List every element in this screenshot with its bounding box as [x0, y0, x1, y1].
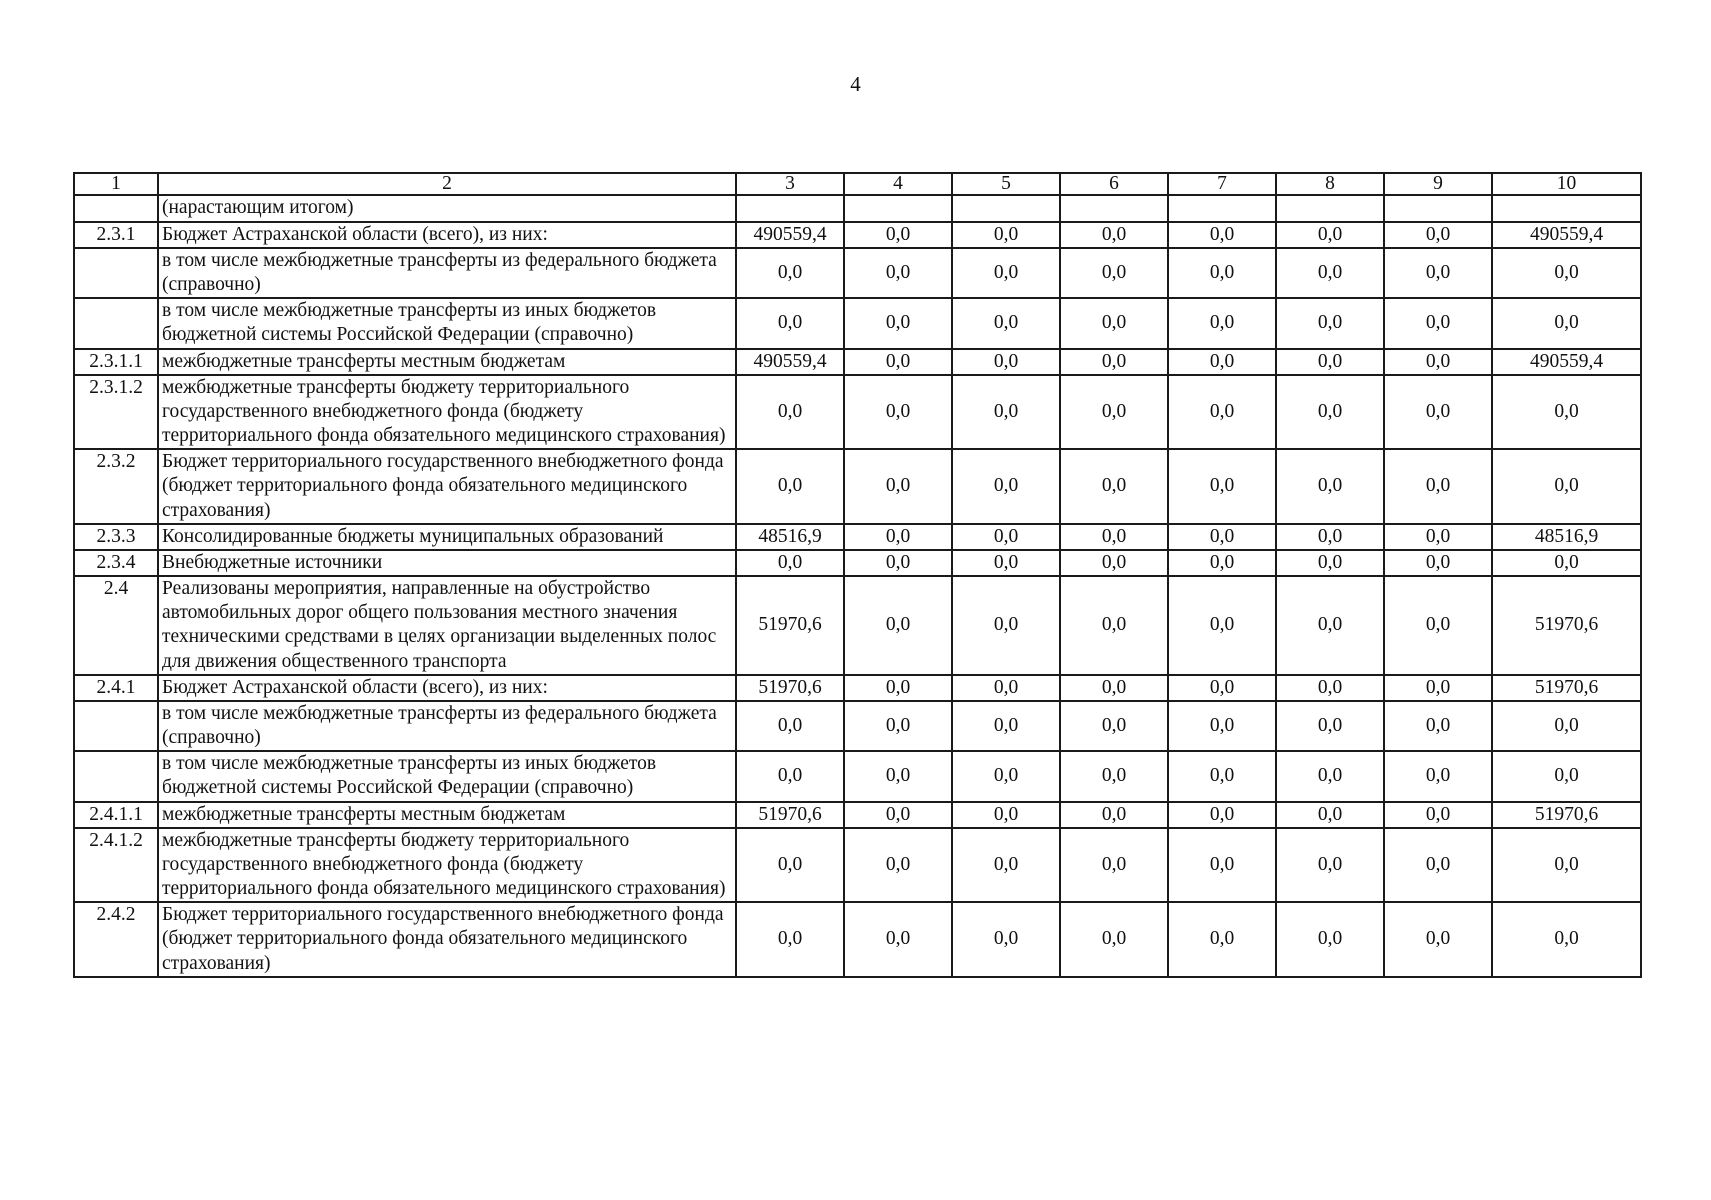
- value-cell-col-8: 0,0: [1276, 802, 1384, 828]
- row-name-cell: (нарастающим итогом): [158, 195, 736, 221]
- row-code-cell: [74, 195, 158, 221]
- value-cell-col-8: 0,0: [1276, 751, 1384, 801]
- value-cell-col-10: 490559,4: [1492, 349, 1641, 375]
- table-row: [74, 751, 1641, 801]
- value-cell-col-9: 0,0: [1384, 248, 1492, 298]
- value-cell-col-10: 0,0: [1492, 550, 1641, 576]
- value-cell-col-3: 51970,6: [736, 802, 844, 828]
- row-code-cell: 2.3.1.1: [74, 349, 158, 375]
- value-cell-col-5: 0,0: [952, 524, 1060, 550]
- value-cell-col-4: 0,0: [844, 248, 952, 298]
- value-cell-col-5: 0,0: [952, 701, 1060, 751]
- value-cell-col-6: 0,0: [1060, 675, 1168, 701]
- value-cell-col-5: 0,0: [952, 449, 1060, 524]
- value-cell-col-4: 0,0: [844, 222, 952, 248]
- value-cell-col-7: 0,0: [1168, 248, 1276, 298]
- value-cell-col-6: 0,0: [1060, 298, 1168, 348]
- row-name-cell: Бюджет территориального государственного внебюджетного фонда (бюджет территориального фонда обязательного медицинского страхования): [158, 902, 736, 977]
- value-cell-col-4: 0,0: [844, 550, 952, 576]
- row-name-cell: Консолидированные бюджеты муниципальных образований: [158, 524, 736, 550]
- table-row: [74, 449, 1641, 524]
- value-cell-col-3: 0,0: [736, 902, 844, 977]
- value-cell-col-9: 0,0: [1384, 449, 1492, 524]
- value-cell-col-5: 0,0: [952, 751, 1060, 801]
- row-code-cell: 2.3.3: [74, 524, 158, 550]
- value-cell-col-9: 0,0: [1384, 524, 1492, 550]
- table-row: [74, 902, 1641, 977]
- row-code-cell: [74, 248, 158, 298]
- value-cell-col-7: 0,0: [1168, 751, 1276, 801]
- value-cell-col-4: 0,0: [844, 802, 952, 828]
- column-number-cell: 6: [1060, 173, 1168, 195]
- value-cell-col-7: 0,0: [1168, 902, 1276, 977]
- value-cell-col-5: 0,0: [952, 828, 1060, 903]
- row-code-cell: [74, 298, 158, 348]
- value-cell-col-9: 0,0: [1384, 375, 1492, 450]
- value-cell-col-7: 0,0: [1168, 576, 1276, 675]
- row-name-cell: межбюджетные трансферты бюджету территориального государственного внебюджетного фонда (бюджету территориального фонда обязательного медицинского страхования): [158, 828, 736, 903]
- column-number-cell: 9: [1384, 173, 1492, 195]
- value-cell-col-3: 0,0: [736, 375, 844, 450]
- table-row: [74, 576, 1641, 675]
- value-cell-col-6: 0,0: [1060, 550, 1168, 576]
- value-cell-col-4: 0,0: [844, 375, 952, 450]
- column-number-cell: 4: [844, 173, 952, 195]
- column-number-cell: 8: [1276, 173, 1384, 195]
- value-cell-col-5: 0,0: [952, 802, 1060, 828]
- value-cell-col-4: 0,0: [844, 828, 952, 903]
- value-cell-col-9: 0,0: [1384, 828, 1492, 903]
- value-cell-col-3: 490559,4: [736, 222, 844, 248]
- row-name-cell: Бюджет территориального государственного внебюджетного фонда (бюджет территориального фонда обязательного медицинского страхования): [158, 449, 736, 524]
- value-cell-col-6: 0,0: [1060, 828, 1168, 903]
- value-cell-col-4: 0,0: [844, 576, 952, 675]
- value-cell-col-3: 0,0: [736, 298, 844, 348]
- row-name-cell: Внебюджетные источники: [158, 550, 736, 576]
- column-number-cell: 7: [1168, 173, 1276, 195]
- value-cell-col-5: 0,0: [952, 222, 1060, 248]
- row-code-cell: 2.4: [74, 576, 158, 675]
- value-cell-col-6: 0,0: [1060, 222, 1168, 248]
- value-cell-col-10: 0,0: [1492, 902, 1641, 977]
- value-cell-col-5: 0,0: [952, 550, 1060, 576]
- column-number-cell: 1: [74, 173, 158, 195]
- value-cell-col-4: 0,0: [844, 675, 952, 701]
- value-cell-col-6: [1060, 195, 1168, 221]
- table-row: [74, 802, 1641, 828]
- value-cell-col-5: 0,0: [952, 675, 1060, 701]
- row-code-cell: 2.3.1.2: [74, 375, 158, 450]
- value-cell-col-10: 51970,6: [1492, 802, 1641, 828]
- value-cell-col-5: 0,0: [952, 248, 1060, 298]
- value-cell-col-3: 48516,9: [736, 524, 844, 550]
- value-cell-col-4: [844, 195, 952, 221]
- value-cell-col-10: 0,0: [1492, 701, 1641, 751]
- value-cell-col-8: 0,0: [1276, 449, 1384, 524]
- value-cell-col-8: 0,0: [1276, 550, 1384, 576]
- budget-table: [73, 172, 1642, 978]
- row-code-cell: 2.4.1.1: [74, 802, 158, 828]
- value-cell-col-4: 0,0: [844, 449, 952, 524]
- value-cell-col-3: 51970,6: [736, 576, 844, 675]
- value-cell-col-10: 490559,4: [1492, 222, 1641, 248]
- column-number-cell: 10: [1492, 173, 1641, 195]
- table-row: [74, 701, 1641, 751]
- value-cell-col-6: 0,0: [1060, 576, 1168, 675]
- value-cell-col-7: 0,0: [1168, 524, 1276, 550]
- value-cell-col-9: 0,0: [1384, 802, 1492, 828]
- row-code-cell: [74, 751, 158, 801]
- value-cell-col-5: 0,0: [952, 576, 1060, 675]
- table-row: [74, 248, 1641, 298]
- value-cell-col-9: 0,0: [1384, 701, 1492, 751]
- value-cell-col-9: 0,0: [1384, 902, 1492, 977]
- value-cell-col-6: 0,0: [1060, 349, 1168, 375]
- row-name-cell: в том числе межбюджетные трансферты из иных бюджетов бюджетной системы Российской Федерации (справочно): [158, 751, 736, 801]
- value-cell-col-7: 0,0: [1168, 550, 1276, 576]
- column-number-row: [74, 173, 1641, 195]
- value-cell-col-6: 0,0: [1060, 524, 1168, 550]
- row-code-cell: 2.4.2: [74, 902, 158, 977]
- row-code-cell: 2.3.4: [74, 550, 158, 576]
- row-name-cell: в том числе межбюджетные трансферты из федерального бюджета (справочно): [158, 701, 736, 751]
- table-row: [74, 675, 1641, 701]
- value-cell-col-4: 0,0: [844, 701, 952, 751]
- value-cell-col-7: 0,0: [1168, 802, 1276, 828]
- table-row: [74, 349, 1641, 375]
- value-cell-col-8: 0,0: [1276, 349, 1384, 375]
- row-name-cell: межбюджетные трансферты местным бюджетам: [158, 802, 736, 828]
- value-cell-col-6: 0,0: [1060, 902, 1168, 977]
- value-cell-col-9: 0,0: [1384, 751, 1492, 801]
- value-cell-col-9: 0,0: [1384, 576, 1492, 675]
- value-cell-col-4: 0,0: [844, 298, 952, 348]
- value-cell-col-10: 0,0: [1492, 298, 1641, 348]
- value-cell-col-6: 0,0: [1060, 751, 1168, 801]
- value-cell-col-10: 0,0: [1492, 828, 1641, 903]
- value-cell-col-6: 0,0: [1060, 701, 1168, 751]
- value-cell-col-3: 0,0: [736, 449, 844, 524]
- value-cell-col-9: [1384, 195, 1492, 221]
- value-cell-col-7: 0,0: [1168, 449, 1276, 524]
- value-cell-col-8: 0,0: [1276, 902, 1384, 977]
- value-cell-col-10: 0,0: [1492, 449, 1641, 524]
- row-code-cell: [74, 701, 158, 751]
- value-cell-col-3: 490559,4: [736, 349, 844, 375]
- page-number: 4: [850, 72, 861, 96]
- row-name-cell: в том числе межбюджетные трансферты из федерального бюджета (справочно): [158, 248, 736, 298]
- table-row: [74, 375, 1641, 450]
- column-number-cell: 5: [952, 173, 1060, 195]
- value-cell-col-10: 0,0: [1492, 248, 1641, 298]
- row-name-cell: Бюджет Астраханской области (всего), из них:: [158, 222, 736, 248]
- value-cell-col-3: [736, 195, 844, 221]
- row-name-cell: межбюджетные трансферты бюджету территориального государственного внебюджетного фонда (бюджету территориального фонда обязательного медицинского страхования): [158, 375, 736, 450]
- value-cell-col-8: 0,0: [1276, 222, 1384, 248]
- value-cell-col-3: 0,0: [736, 828, 844, 903]
- row-code-cell: 2.3.1: [74, 222, 158, 248]
- row-name-cell: межбюджетные трансферты местным бюджетам: [158, 349, 736, 375]
- column-number-cell: 3: [736, 173, 844, 195]
- value-cell-col-5: 0,0: [952, 349, 1060, 375]
- value-cell-col-3: 0,0: [736, 248, 844, 298]
- value-cell-col-3: 0,0: [736, 751, 844, 801]
- value-cell-col-7: 0,0: [1168, 701, 1276, 751]
- value-cell-col-5: 0,0: [952, 375, 1060, 450]
- value-cell-col-8: 0,0: [1276, 675, 1384, 701]
- table-row: [74, 195, 1641, 221]
- table-row: [74, 524, 1641, 550]
- value-cell-col-7: 0,0: [1168, 222, 1276, 248]
- value-cell-col-8: 0,0: [1276, 248, 1384, 298]
- value-cell-col-6: 0,0: [1060, 375, 1168, 450]
- value-cell-col-10: [1492, 195, 1641, 221]
- value-cell-col-8: 0,0: [1276, 298, 1384, 348]
- value-cell-col-5: [952, 195, 1060, 221]
- value-cell-col-10: 51970,6: [1492, 576, 1641, 675]
- value-cell-col-4: 0,0: [844, 751, 952, 801]
- row-code-cell: 2.4.1: [74, 675, 158, 701]
- column-number-cell: 2: [158, 173, 736, 195]
- value-cell-col-8: 0,0: [1276, 524, 1384, 550]
- value-cell-col-10: 48516,9: [1492, 524, 1641, 550]
- value-cell-col-7: 0,0: [1168, 349, 1276, 375]
- value-cell-col-10: 0,0: [1492, 751, 1641, 801]
- value-cell-col-6: 0,0: [1060, 802, 1168, 828]
- value-cell-col-8: [1276, 195, 1384, 221]
- value-cell-col-9: 0,0: [1384, 298, 1492, 348]
- value-cell-col-4: 0,0: [844, 349, 952, 375]
- value-cell-col-8: 0,0: [1276, 375, 1384, 450]
- value-cell-col-7: 0,0: [1168, 675, 1276, 701]
- value-cell-col-6: 0,0: [1060, 248, 1168, 298]
- row-name-cell: в том числе межбюджетные трансферты из иных бюджетов бюджетной системы Российской Федерации (справочно): [158, 298, 736, 348]
- value-cell-col-9: 0,0: [1384, 550, 1492, 576]
- value-cell-col-7: 0,0: [1168, 298, 1276, 348]
- value-cell-col-5: 0,0: [952, 298, 1060, 348]
- value-cell-col-8: 0,0: [1276, 828, 1384, 903]
- table-row: [74, 298, 1641, 348]
- value-cell-col-6: 0,0: [1060, 449, 1168, 524]
- row-code-cell: 2.4.1.2: [74, 828, 158, 903]
- value-cell-col-7: 0,0: [1168, 828, 1276, 903]
- value-cell-col-3: 0,0: [736, 701, 844, 751]
- value-cell-col-7: [1168, 195, 1276, 221]
- value-cell-col-3: 51970,6: [736, 675, 844, 701]
- value-cell-col-4: 0,0: [844, 524, 952, 550]
- row-name-cell: Реализованы мероприятия, направленные на обустройство автомобильных дорог общего пользования местного значения техническими средствами в целях организации выделенных полос для движения общественного транспорта: [158, 576, 736, 675]
- value-cell-col-10: 0,0: [1492, 375, 1641, 450]
- table-row: [74, 550, 1641, 576]
- value-cell-col-7: 0,0: [1168, 375, 1276, 450]
- table-row: [74, 828, 1641, 903]
- value-cell-col-8: 0,0: [1276, 576, 1384, 675]
- value-cell-col-8: 0,0: [1276, 701, 1384, 751]
- table-row: [74, 222, 1641, 248]
- value-cell-col-9: 0,0: [1384, 675, 1492, 701]
- value-cell-col-9: 0,0: [1384, 222, 1492, 248]
- value-cell-col-5: 0,0: [952, 902, 1060, 977]
- row-code-cell: 2.3.2: [74, 449, 158, 524]
- value-cell-col-4: 0,0: [844, 902, 952, 977]
- row-name-cell: Бюджет Астраханской области (всего), из них:: [158, 675, 736, 701]
- value-cell-col-3: 0,0: [736, 550, 844, 576]
- value-cell-col-9: 0,0: [1384, 349, 1492, 375]
- value-cell-col-10: 51970,6: [1492, 675, 1641, 701]
